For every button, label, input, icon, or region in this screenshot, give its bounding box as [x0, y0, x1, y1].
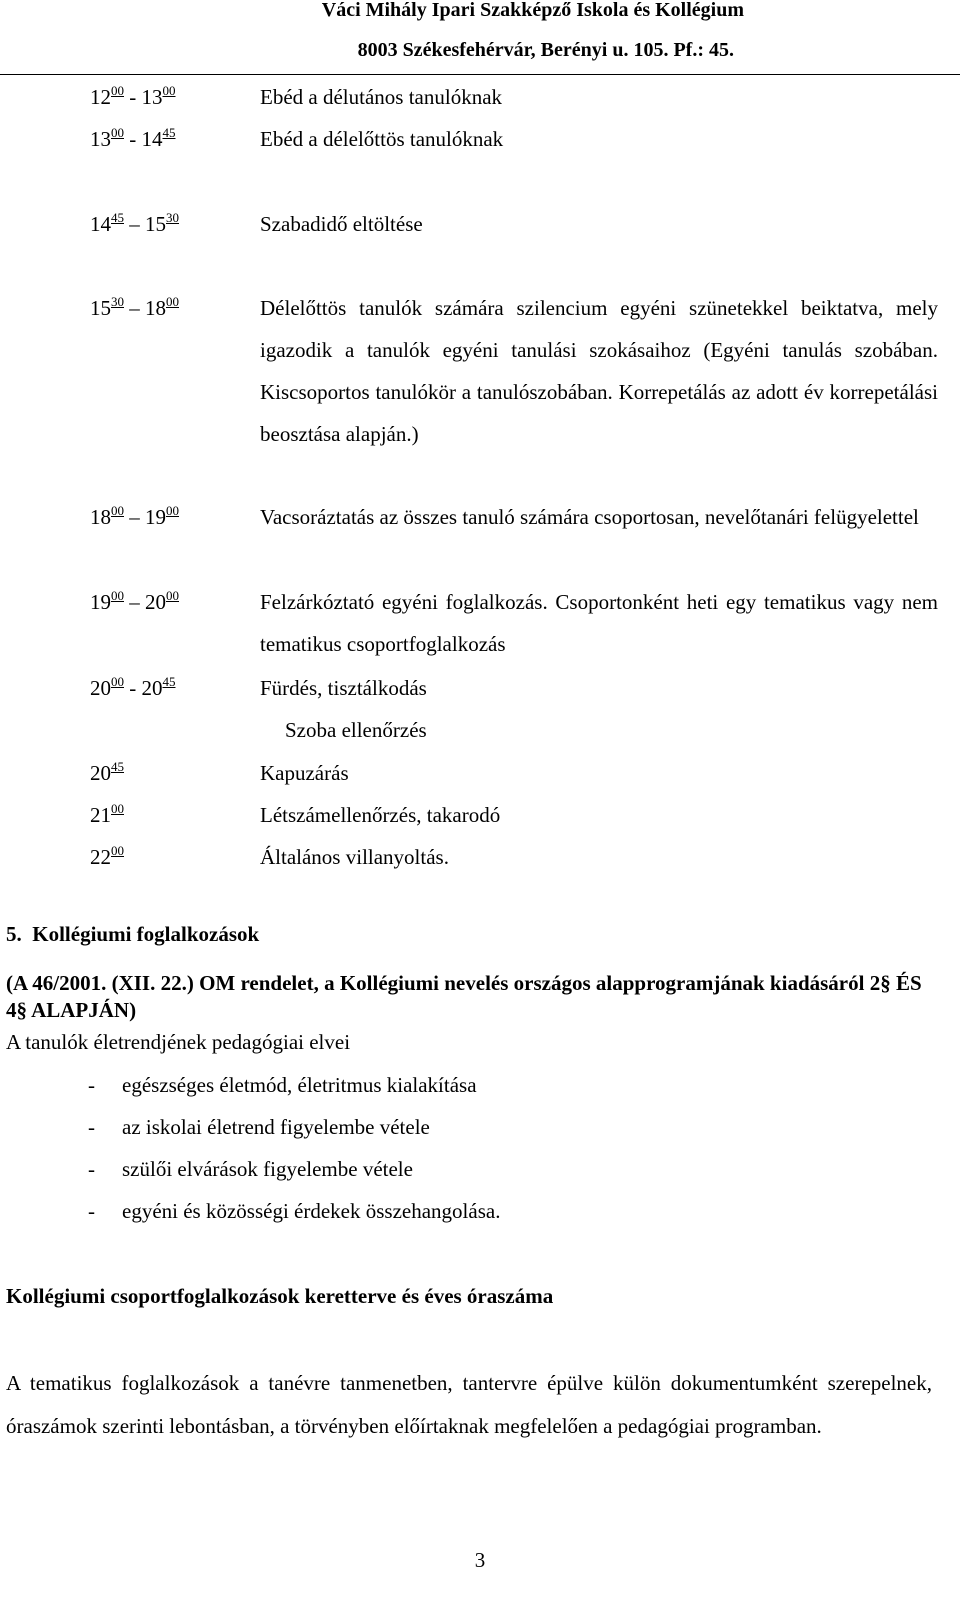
list-dash: - — [88, 1157, 95, 1181]
list-item — [88, 1064, 500, 1106]
list-dash: - — [88, 1073, 95, 1097]
activity: Létszámellenőrzés, takarodó — [260, 803, 501, 827]
activity: Ebéd a délelőttös tanulóknak — [260, 127, 504, 151]
time-point: $21^{00}$ — [90, 801, 124, 827]
list-item — [88, 1106, 500, 1148]
activity: Szabadidő eltöltése — [260, 212, 423, 236]
subheading: Kollégiumi csoportfoglalkozások keretterve és éves óraszáma — [6, 1284, 554, 1308]
school-address: 8003 Székesfehérvár, Berényi u. 105. Pf.: 45. — [357, 39, 734, 61]
time-range: $19^{00} - 20^{00}$ — [90, 588, 179, 614]
body-paragraph: A tematikus foglalkozások a tanévre tanmenetben, tantervre épülve külön dokumentumként szerepelnek, óraszámok szerinti lebontásban, a törvényben előírtaknak megfelelően a pedagógiai programban. — [6, 1371, 932, 1438]
list-item-text: egészséges életmód, életritmus kialakítása — [122, 1073, 477, 1097]
activity: Felzárkóztató egyéni foglalkozás. Csoportonként heti egy tematikus vagy nem tematikus csoportfoglalkozás — [260, 590, 938, 656]
section-title: 5. Kollégiumi foglalkozások — [6, 922, 260, 946]
time-range: $12^{00} - 13^{00}$ — [90, 83, 176, 109]
time-range: $13^{00} - 14^{45}$ — [90, 125, 176, 151]
activity: Szoba ellenőrzés — [285, 718, 427, 742]
time-range: $15^{30} - 18^{00}$ — [90, 294, 179, 320]
time-range: $14^{45} - 15^{30}$ — [90, 210, 179, 236]
principles-list — [88, 1064, 500, 1232]
time-range: $18^{00} - 19^{00}$ — [90, 503, 179, 529]
list-item-text: szülői elvárások figyelembe vétele — [122, 1157, 413, 1181]
principles-intro: A tanulók életrendjének pedagógiai elvei — [6, 1030, 351, 1054]
activity: Ebéd a délutános tanulóknak — [260, 85, 503, 109]
list-item — [88, 1190, 500, 1232]
time-range: $20^{00} - 20^{45}$ — [90, 674, 176, 700]
list-dash: - — [88, 1199, 95, 1223]
time-point: $20^{45}$ — [90, 759, 124, 785]
school-name: Váci Mihály Ipari Szakképző Iskola és Kollégium — [321, 0, 744, 21]
decree-reference: (A 46/2001. (XII. 22.) OM rendelet, a Kollégiumi nevelés országos alapprogramjának kiadásáról 2§ ÉS 4§ ALAPJÁN) — [6, 971, 922, 1022]
activity: Fürdés, tisztálkodás — [260, 676, 427, 700]
page-number: 3 — [474, 1548, 486, 1572]
activity: Kapuzárás — [260, 761, 349, 785]
list-item-text: az iskolai életrend figyelembe vétele — [122, 1115, 430, 1139]
list-item-text: egyéni és közösségi érdekek összehangolása. — [122, 1199, 501, 1223]
time-point: $22^{00}$ — [90, 843, 124, 869]
activity: Délelőttös tanulók számára szilencium egyéni szünetekkel beiktatva, mely igazodik a tanulók egyéni tanulási szokásaihoz (Egyéni tanulás szobában. Kiscsoportos tanulókör a tanulószobában. Korrepetálás az adott év korrepetálási beosztása alapján.) — [260, 296, 938, 446]
list-dash: - — [88, 1115, 95, 1139]
list-item — [88, 1148, 500, 1190]
activity: Általános villanyoltás. — [260, 845, 449, 869]
activity: Vacsoráztatás az összes tanuló számára csoportosan, nevelőtanári felügyelettel — [260, 505, 919, 529]
header-divider — [0, 74, 960, 75]
